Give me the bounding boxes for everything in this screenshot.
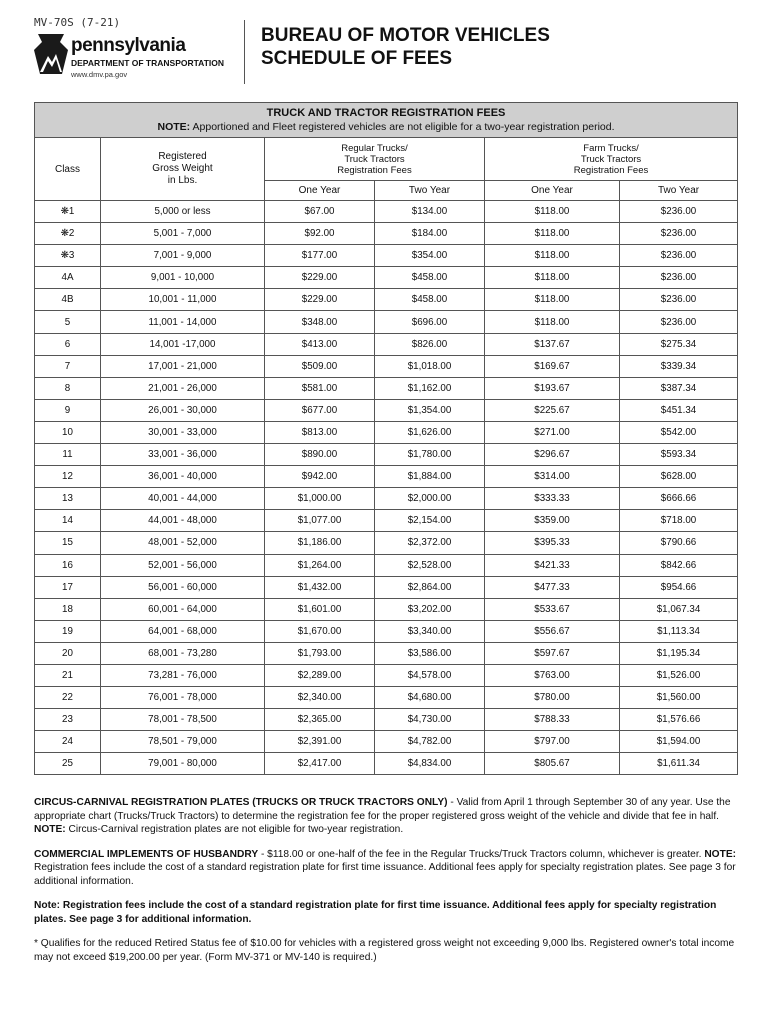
table-row (35, 355, 738, 377)
table-row (35, 753, 738, 775)
class-cell: 4B (35, 289, 101, 311)
regular-two-year-cell: $4,834.00 (375, 753, 485, 775)
farm-two-year-cell: $1,526.00 (620, 664, 738, 686)
class-cell: 6 (35, 333, 101, 355)
regular-two-year-cell: $3,340.00 (375, 620, 485, 642)
regular-one-year-cell: $2,417.00 (265, 753, 375, 775)
header-divider (244, 20, 245, 84)
table-row (35, 709, 738, 731)
farm-one-year-cell: $333.33 (485, 488, 620, 510)
regular-two-year-cell: $1,626.00 (375, 421, 485, 443)
regular-one-year-cell: $229.00 (265, 267, 375, 289)
regular-two-year-cell: $3,202.00 (375, 598, 485, 620)
farm-one-year-cell: $193.67 (485, 377, 620, 399)
logo-name: pennsylvania (71, 35, 186, 56)
regular-one-year-cell: $509.00 (265, 355, 375, 377)
farm-two-year-cell: $718.00 (620, 510, 738, 532)
regular-one-year-cell: $1,264.00 (265, 554, 375, 576)
weight-cell: 33,001 - 36,000 (101, 444, 265, 466)
table-row (35, 598, 738, 620)
regular-two-year-cell: $184.00 (375, 223, 485, 245)
class-cell: 16 (35, 554, 101, 576)
col-gross-weight-header: Registered Gross Weight in Lbs. (101, 138, 265, 201)
farm-two-year-cell: $1,576.66 (620, 709, 738, 731)
farm-one-year-cell: $763.00 (485, 664, 620, 686)
regular-two-year-cell: $1,780.00 (375, 444, 485, 466)
class-cell: 14 (35, 510, 101, 532)
farm-two-year-cell: $1,594.00 (620, 731, 738, 753)
table-row (35, 510, 738, 532)
regular-two-year-cell: $2,154.00 (375, 510, 485, 532)
class-cell: 4A (35, 267, 101, 289)
farm-one-year-cell: $805.67 (485, 753, 620, 775)
class-cell: ❋2 (35, 223, 101, 245)
farm-two-year-cell: $628.00 (620, 466, 738, 488)
regular-one-year-cell: $1,000.00 (265, 488, 375, 510)
regular-two-year-cell: $1,162.00 (375, 377, 485, 399)
regular-two-year-cell: $2,000.00 (375, 488, 485, 510)
regular-two-year-cell: $4,730.00 (375, 709, 485, 731)
weight-cell: 21,001 - 26,000 (101, 377, 265, 399)
regular-two-year-cell: $4,782.00 (375, 731, 485, 753)
farm-one-year-cell: $533.67 (485, 598, 620, 620)
regular-two-year-cell: $1,354.00 (375, 399, 485, 421)
farm-one-year-cell: $225.67 (485, 399, 620, 421)
table-row (35, 201, 738, 223)
farm-two-year-cell: $236.00 (620, 289, 738, 311)
class-cell: 7 (35, 355, 101, 377)
class-cell: 20 (35, 642, 101, 664)
class-cell: 22 (35, 687, 101, 709)
farm-two-year-cell: $236.00 (620, 223, 738, 245)
regular-two-year-cell: $354.00 (375, 245, 485, 267)
farm-two-year-cell: $666.66 (620, 488, 738, 510)
table-row (35, 289, 738, 311)
farm-two-year-cell: $236.00 (620, 201, 738, 223)
regular-one-year-cell: $581.00 (265, 377, 375, 399)
regular-one-year-cell: $1,793.00 (265, 642, 375, 664)
weight-cell: 10,001 - 11,000 (101, 289, 265, 311)
regular-one-year-cell: $1,670.00 (265, 620, 375, 642)
weight-cell: 60,001 - 64,000 (101, 598, 265, 620)
class-cell: 12 (35, 466, 101, 488)
farm-one-year-cell: $556.67 (485, 620, 620, 642)
table-row (35, 687, 738, 709)
regular-one-year-cell: $413.00 (265, 333, 375, 355)
regular-one-year-cell: $677.00 (265, 399, 375, 421)
farm-one-year-cell: $314.00 (485, 466, 620, 488)
regular-one-year-cell: $890.00 (265, 444, 375, 466)
table-row (35, 377, 738, 399)
class-cell: 10 (35, 421, 101, 443)
weight-cell: 78,001 - 78,500 (101, 709, 265, 731)
class-cell: 18 (35, 598, 101, 620)
farm-one-year-cell: $118.00 (485, 201, 620, 223)
class-cell: 23 (35, 709, 101, 731)
farm-one-year-cell: $118.00 (485, 223, 620, 245)
table-row (35, 399, 738, 421)
farm-one-year-cell: $296.67 (485, 444, 620, 466)
regular-one-year-cell: $942.00 (265, 466, 375, 488)
farm-one-year-cell: $169.67 (485, 355, 620, 377)
farm-one-year-cell: $271.00 (485, 421, 620, 443)
regular-two-year-cell: $4,578.00 (375, 664, 485, 686)
table-row (35, 267, 738, 289)
farm-one-year-cell: $477.33 (485, 576, 620, 598)
farm-one-year-cell: $788.33 (485, 709, 620, 731)
farm-two-year-cell: $236.00 (620, 267, 738, 289)
col-class-header: Class (35, 138, 101, 201)
weight-cell: 5,001 - 7,000 (101, 223, 265, 245)
regular-one-year-cell: $2,391.00 (265, 731, 375, 753)
farm-one-year-cell: $597.67 (485, 642, 620, 664)
form-id: MV-70S (7-21) (34, 16, 121, 29)
regular-two-year-cell: $2,372.00 (375, 532, 485, 554)
title-line-1: BUREAU OF MOTOR VEHICLES (261, 25, 550, 46)
class-cell: 9 (35, 399, 101, 421)
weight-cell: 68,001 - 73,280 (101, 642, 265, 664)
table-row (35, 664, 738, 686)
regular-one-year-cell: $2,365.00 (265, 709, 375, 731)
weight-cell: 9,001 - 10,000 (101, 267, 265, 289)
title-line-2: SCHEDULE OF FEES (261, 48, 453, 69)
regular-one-year-cell: $813.00 (265, 421, 375, 443)
regular-two-year-cell: $2,528.00 (375, 554, 485, 576)
farm-two-year-cell: $451.34 (620, 399, 738, 421)
table-row (35, 223, 738, 245)
weight-cell: 11,001 - 14,000 (101, 311, 265, 333)
circus-carnival-note: CIRCUS-CARNIVAL REGISTRATION PLATES (TRUCKS OR TRUCK TRACTORS ONLY) - Valid from April 1 through September 30 of any year. Use the appropriate chart (Trucks/Truck Tractors) to determine the registration fee for the proper registered gross weight of the vehicle and divide that fee in half. NOTE: Circus-Carnival registration plates are not eligible for two-year registration. (34, 797, 731, 835)
class-cell: 25 (35, 753, 101, 775)
weight-cell: 30,001 - 33,000 (101, 421, 265, 443)
farm-two-year-cell: $954.66 (620, 576, 738, 598)
table-row (35, 620, 738, 642)
weight-cell: 40,001 - 44,000 (101, 488, 265, 510)
farm-two-year-cell: $1,611.34 (620, 753, 738, 775)
regular-one-year-header: One Year (265, 181, 375, 201)
keystone-icon (34, 34, 68, 74)
farm-two-year-cell: $593.34 (620, 444, 738, 466)
weight-cell: 76,001 - 78,000 (101, 687, 265, 709)
plate-cost-note: Note: Registration fees include the cost of a standard registration plate for first time issuance. Additional fees apply for specialty registration plates. See page 3 for additional information. (34, 900, 717, 925)
retired-status-note: * Qualifies for the reduced Retired Status fee of $10.00 for vehicles with a registered gross weight not exceeding 9,000 lbs. Registered owner's total income may not exceed $19,200.00 per year. (Form MV-371 or MV-140 is required.) (34, 938, 735, 963)
weight-cell: 79,001 - 80,000 (101, 753, 265, 775)
table-row (35, 466, 738, 488)
regular-two-year-cell: $696.00 (375, 311, 485, 333)
regular-two-year-cell: $458.00 (375, 289, 485, 311)
farm-trucks-header: Farm Trucks/ Truck Tractors Registration Fees (485, 138, 738, 181)
regular-trucks-header: Regular Trucks/ Truck Tractors Registration Fees (265, 138, 485, 181)
regular-one-year-cell: $1,077.00 (265, 510, 375, 532)
regular-two-year-cell: $3,586.00 (375, 642, 485, 664)
farm-one-year-cell: $395.33 (485, 532, 620, 554)
farm-two-year-cell: $1,067.34 (620, 598, 738, 620)
class-cell: 5 (35, 311, 101, 333)
farm-two-year-cell: $790.66 (620, 532, 738, 554)
regular-one-year-cell: $1,601.00 (265, 598, 375, 620)
regular-one-year-cell: $348.00 (265, 311, 375, 333)
farm-one-year-cell: $118.00 (485, 311, 620, 333)
table-row (35, 245, 738, 267)
farm-two-year-cell: $236.00 (620, 311, 738, 333)
table-title: TRUCK AND TRACTOR REGISTRATION FEES (266, 107, 506, 119)
regular-two-year-header: Two Year (375, 181, 485, 201)
table-row (35, 576, 738, 598)
farm-two-year-cell: $842.66 (620, 554, 738, 576)
table-row (35, 532, 738, 554)
class-cell: 24 (35, 731, 101, 753)
weight-cell: 73,281 - 76,000 (101, 664, 265, 686)
table-banner (35, 103, 738, 138)
farm-two-year-cell: $542.00 (620, 421, 738, 443)
weight-cell: 56,001 - 60,000 (101, 576, 265, 598)
regular-one-year-cell: $2,289.00 (265, 664, 375, 686)
table-row (35, 333, 738, 355)
regular-one-year-cell: $2,340.00 (265, 687, 375, 709)
farm-two-year-cell: $387.34 (620, 377, 738, 399)
regular-one-year-cell: $229.00 (265, 289, 375, 311)
class-cell: 11 (35, 444, 101, 466)
table-row (35, 488, 738, 510)
farm-two-year-header: Two Year (620, 181, 738, 201)
weight-cell: 44,001 - 48,000 (101, 510, 265, 532)
penndot-logo (34, 32, 244, 84)
table-row (35, 311, 738, 333)
weight-cell: 7,001 - 9,000 (101, 245, 265, 267)
regular-one-year-cell: $92.00 (265, 223, 375, 245)
farm-two-year-cell: $1,195.34 (620, 642, 738, 664)
weight-cell: 64,001 - 68,000 (101, 620, 265, 642)
weight-cell: 48,001 - 52,000 (101, 532, 265, 554)
farm-one-year-cell: $137.67 (485, 333, 620, 355)
regular-two-year-cell: $4,680.00 (375, 687, 485, 709)
page-title (261, 24, 550, 70)
class-cell: ❋1 (35, 201, 101, 223)
regular-two-year-cell: $1,884.00 (375, 466, 485, 488)
class-cell: 19 (35, 620, 101, 642)
farm-two-year-cell: $1,560.00 (620, 687, 738, 709)
regular-two-year-cell: $458.00 (375, 267, 485, 289)
weight-cell: 78,501 - 79,000 (101, 731, 265, 753)
table-note: NOTE: Apportioned and Fleet registered vehicles are not eligible for a two-year registration period. (157, 121, 615, 133)
farm-two-year-cell: $339.34 (620, 355, 738, 377)
weight-cell: 17,001 - 21,000 (101, 355, 265, 377)
husbandry-note: COMMERCIAL IMPLEMENTS OF HUSBANDRY - $118.00 or one-half of the fee in the Regular Trucks/Truck Tractors column, whichever is greater. NOTE: Registration fees include the cost of a standard registration plate for first time issuance. Additional fees apply for specialty registration plates. See page 3 for additional information. (34, 848, 737, 887)
farm-one-year-cell: $118.00 (485, 267, 620, 289)
table-row (35, 421, 738, 443)
logo-url: www.dmv.pa.gov (71, 70, 128, 79)
logo-department: DEPARTMENT OF TRANSPORTATION (71, 58, 224, 68)
farm-one-year-cell: $118.00 (485, 245, 620, 267)
farm-two-year-cell: $236.00 (620, 245, 738, 267)
regular-one-year-cell: $1,432.00 (265, 576, 375, 598)
class-cell: 21 (35, 664, 101, 686)
table-row (35, 444, 738, 466)
farm-one-year-header: One Year (485, 181, 620, 201)
class-cell: ❋3 (35, 245, 101, 267)
fee-table (34, 102, 738, 775)
farm-two-year-cell: $1,113.34 (620, 620, 738, 642)
farm-one-year-cell: $421.33 (485, 554, 620, 576)
regular-two-year-cell: $2,864.00 (375, 576, 485, 598)
farm-one-year-cell: $359.00 (485, 510, 620, 532)
weight-cell: 14,001 -17,000 (101, 333, 265, 355)
regular-two-year-cell: $1,018.00 (375, 355, 485, 377)
regular-two-year-cell: $826.00 (375, 333, 485, 355)
weight-cell: 36,001 - 40,000 (101, 466, 265, 488)
regular-one-year-cell: $177.00 (265, 245, 375, 267)
table-row (35, 554, 738, 576)
farm-one-year-cell: $797.00 (485, 731, 620, 753)
weight-cell: 5,000 or less (101, 201, 265, 223)
table-row (35, 642, 738, 664)
table-row (35, 731, 738, 753)
regular-two-year-cell: $134.00 (375, 201, 485, 223)
regular-one-year-cell: $67.00 (265, 201, 375, 223)
class-cell: 15 (35, 532, 101, 554)
farm-one-year-cell: $780.00 (485, 687, 620, 709)
class-cell: 17 (35, 576, 101, 598)
fee-table-body (35, 201, 738, 775)
weight-cell: 26,001 - 30,000 (101, 399, 265, 421)
weight-cell: 52,001 - 56,000 (101, 554, 265, 576)
notes-section (34, 796, 737, 975)
class-cell: 13 (35, 488, 101, 510)
class-cell: 8 (35, 377, 101, 399)
farm-two-year-cell: $275.34 (620, 333, 738, 355)
regular-one-year-cell: $1,186.00 (265, 532, 375, 554)
farm-one-year-cell: $118.00 (485, 289, 620, 311)
